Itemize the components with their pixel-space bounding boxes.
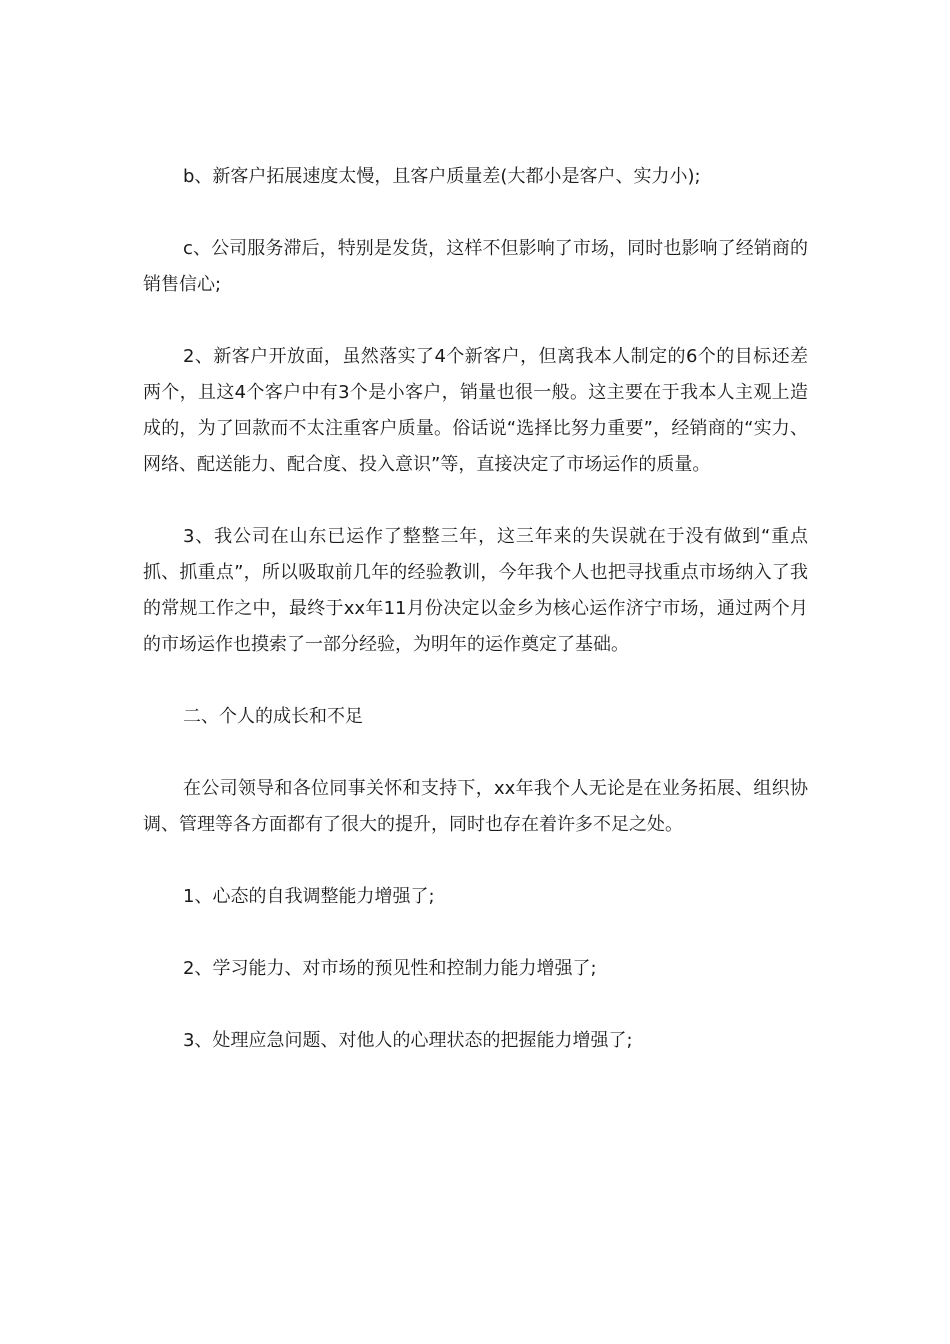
document-body: [143, 159, 808, 1095]
section-heading-growth: 二、个人的成长和不足: [183, 706, 363, 727]
list-item-learning: 2、学习能力、对市场的预见性和控制力能力增强了;: [183, 958, 597, 979]
paragraph-growth-intro: 在公司领导和各位同事关怀和支持下，xx年我个人无论是在业务拓展、组织协调、管理等各方面都有了很大的提升，同时也存在着许多不足之处。: [143, 778, 808, 835]
list-item-mindset: 1、心态的自我调整能力增强了;: [183, 886, 435, 907]
list-item-emergency: 3、处理应急问题、对他人的心理状态的把握能力增强了;: [183, 1030, 633, 1051]
paragraph-service-lag: c、公司服务滞后，特别是发货，这样不但影响了市场，同时也影响了经销商的销售信心;: [143, 238, 808, 295]
paragraph-new-client-speed: b、新客户拓展速度太慢，且客户质量差(大都小是客户、实力小);: [183, 166, 701, 187]
paragraph-new-client-coverage: 2、新客户开放面，虽然落实了4个新客户，但离我本人制定的6个的目标还差两个，且这4个客户中有3个是小客户，销量也很一般。这主要在于我本人主观上造成的，为了回款而不太注重客户质量。俗话说“选择比努力重要”，经销商的“实力、网络、配送能力、配合度、投入意识”等，直接决定了市场运作的质量。: [143, 346, 808, 475]
paragraph-shandong-operation: 3、我公司在山东已运作了整整三年，这三年来的失误就在于没有做到“重点抓、抓重点”，所以吸取前几年的经验教训，今年我个人也把寻找重点市场纳入了我的常规工作之中，最终于xx年11月份决定以金乡为核心运作济宁市场，通过两个月的市场运作也摸索了一部分经验，为明年的运作奠定了基础。: [143, 526, 808, 655]
